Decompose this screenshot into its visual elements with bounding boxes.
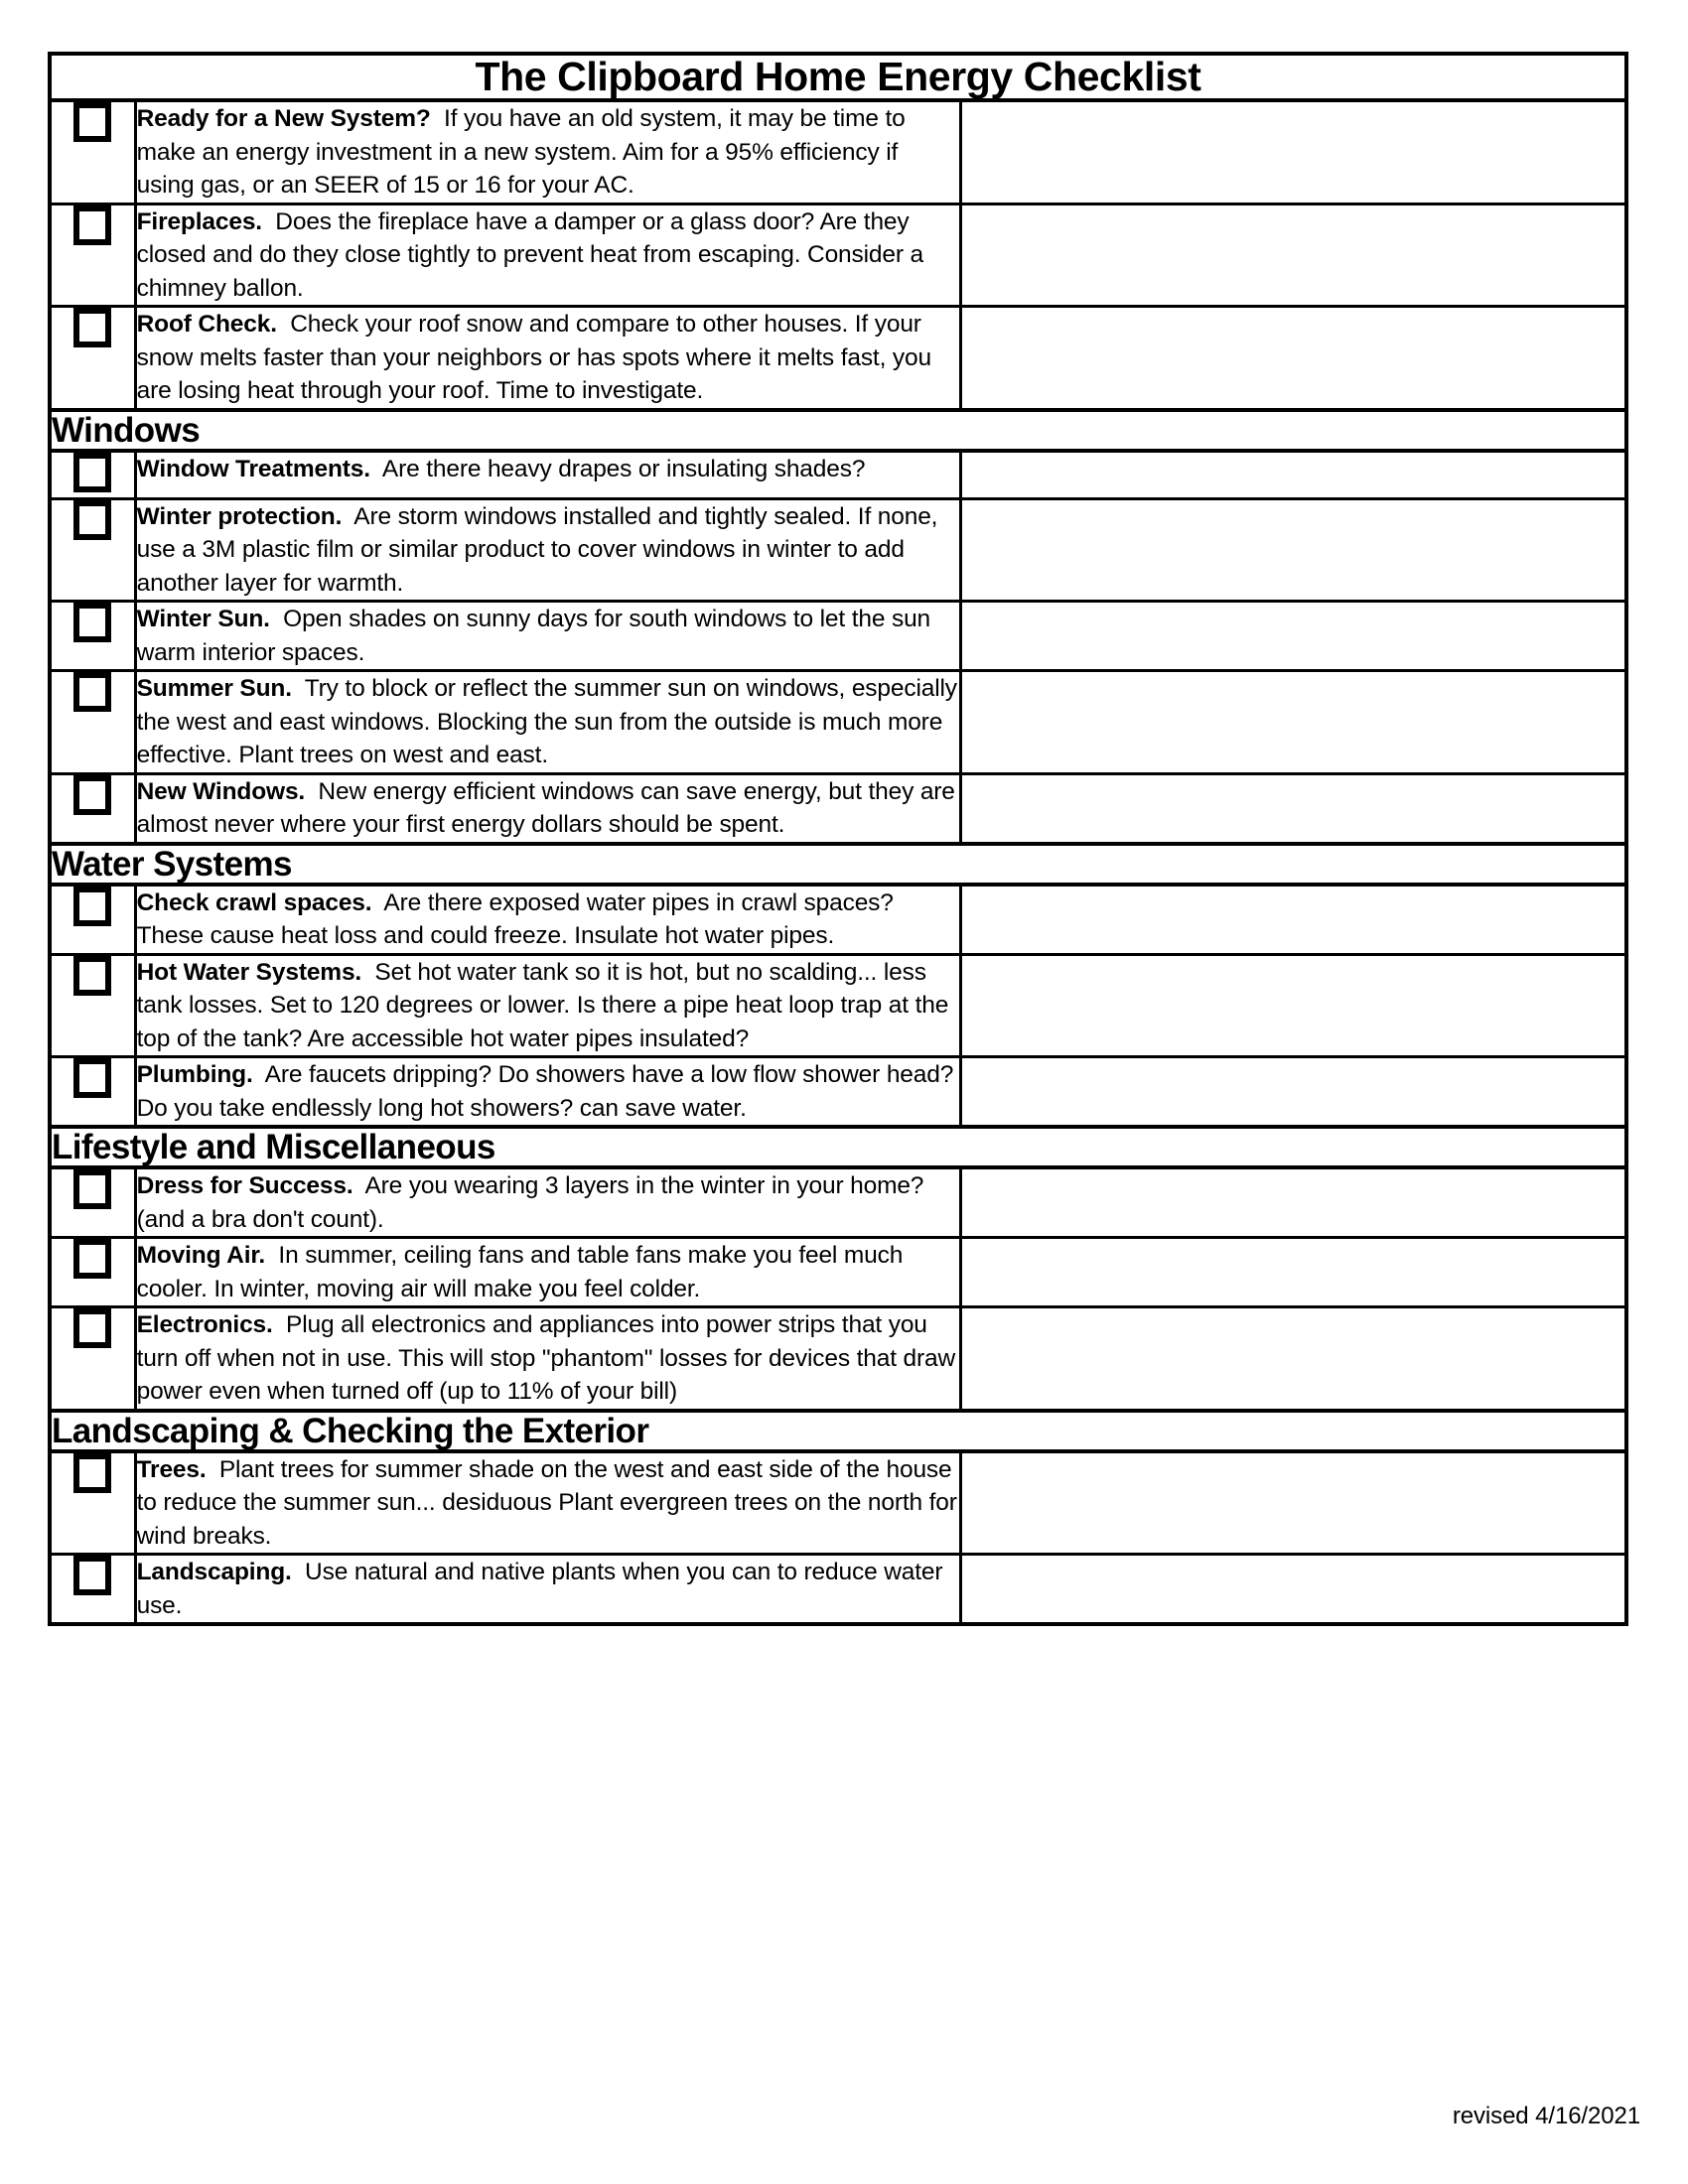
checkbox-icon[interactable]: [73, 205, 111, 245]
item-text: [137, 453, 959, 486]
checklist-item-row: [50, 451, 1626, 499]
item-body: Check your roof snow and compare to other houses. If your snow melts faster than your neighbors or has spots where it melts fast, you are losing heat through your roof. Time to investigate.: [136, 311, 931, 405]
checkbox-icon[interactable]: [73, 102, 111, 142]
checkbox-icon[interactable]: [73, 453, 111, 492]
item-text: [137, 603, 959, 669]
checkbox-cell[interactable]: [50, 1057, 135, 1128]
checkbox-cell[interactable]: [50, 671, 135, 774]
checkbox-icon[interactable]: [73, 887, 111, 926]
checkbox-icon[interactable]: [73, 775, 111, 815]
item-text: [137, 672, 959, 772]
notes-value: [962, 775, 1624, 809]
notes-cell[interactable]: [960, 1555, 1626, 1625]
item-text: [137, 500, 959, 601]
notes-cell[interactable]: [960, 1057, 1626, 1128]
item-lead: Winter protection.: [136, 502, 343, 530]
item-text: [137, 205, 959, 306]
notes-cell[interactable]: [960, 1451, 1626, 1555]
item-text-cell: [135, 100, 960, 204]
notes-cell[interactable]: [960, 885, 1626, 955]
section-title: Windows: [52, 410, 201, 450]
item-text: [137, 775, 959, 842]
checklist-item-row: [50, 100, 1626, 204]
item-lead: Roof Check.: [136, 311, 277, 339]
item-text-cell: [135, 1238, 960, 1307]
notes-cell[interactable]: [960, 1238, 1626, 1307]
revision-footer: revised 4/16/2021: [1452, 2103, 1640, 2129]
item-text-cell: [135, 602, 960, 671]
section-header-row: [50, 844, 1626, 885]
checkbox-cell[interactable]: [50, 602, 135, 671]
checklist-body: [50, 54, 1626, 1624]
notes-value: [962, 1308, 1624, 1342]
notes-value: [962, 308, 1624, 341]
notes-cell[interactable]: [960, 100, 1626, 204]
item-text-cell: [135, 1057, 960, 1128]
item-body: Are there exposed water pipes in crawl spaces? These cause heat loss and could freeze. Insulate hot water pipes.: [136, 888, 894, 950]
checklist-item-row: [50, 1555, 1626, 1625]
item-lead: Trees.: [136, 1455, 207, 1483]
item-text: [137, 1308, 959, 1409]
item-text-cell: [135, 1307, 960, 1411]
section-title: Lifestyle and Miscellaneous: [52, 1128, 495, 1167]
item-body: Are storm windows installed and tightly sealed. If none, use a 3M plastic film or similar product to cover windows in winter to add another layer for warmth.: [136, 502, 938, 597]
item-text-cell: [135, 1451, 960, 1555]
checkbox-icon[interactable]: [73, 1556, 111, 1595]
section-title: Water Systems: [52, 844, 292, 884]
notes-value: [962, 1058, 1624, 1092]
notes-cell[interactable]: [960, 1167, 1626, 1238]
item-lead: Hot Water Systems.: [136, 958, 362, 986]
notes-value: [962, 205, 1624, 239]
notes-value: [962, 887, 1624, 920]
item-text-cell: [135, 1167, 960, 1238]
item-lead: Window Treatments.: [136, 455, 370, 482]
item-text-cell: [135, 498, 960, 602]
item-body: Are you wearing 3 layers in the winter in your home? (and a bra don't count).: [136, 1172, 924, 1233]
notes-cell[interactable]: [960, 204, 1626, 307]
checklist-item-row: [50, 204, 1626, 307]
checkbox-cell[interactable]: [50, 100, 135, 204]
notes-cell[interactable]: [960, 1307, 1626, 1411]
item-lead: Dress for Success.: [136, 1172, 353, 1200]
page-title: The Clipboard Home Energy Checklist: [475, 54, 1201, 99]
section-title: Landscaping & Checking the Exterior: [52, 1411, 649, 1450]
checkbox-icon[interactable]: [73, 672, 111, 712]
section-header-row: [50, 410, 1626, 451]
item-text: [137, 887, 959, 953]
item-lead: Ready for a New System?: [136, 105, 431, 133]
section-header-cell: [50, 410, 1626, 451]
title-row: [50, 54, 1626, 100]
section-header-row: [50, 1127, 1626, 1167]
notes-value: [962, 1169, 1624, 1203]
checkbox-icon[interactable]: [73, 1239, 111, 1279]
checkbox-cell[interactable]: [50, 451, 135, 499]
item-text-cell: [135, 671, 960, 774]
notes-value: [962, 453, 1624, 486]
item-lead: Moving Air.: [136, 1242, 266, 1270]
checkbox-cell[interactable]: [50, 954, 135, 1057]
section-header-cell: [50, 1127, 1626, 1167]
item-text-cell: [135, 307, 960, 410]
item-text: [137, 308, 959, 408]
checklist-item-row: [50, 1307, 1626, 1411]
checkbox-icon[interactable]: [73, 603, 111, 642]
checkbox-cell[interactable]: [50, 498, 135, 602]
item-body: Are faucets dripping? Do showers have a low flow shower head? Do you take endlessly long hot showers? can save water.: [136, 1061, 954, 1122]
item-text-cell: [135, 204, 960, 307]
item-body: Open shades on sunny days for south windows to let the sun warm interior spaces.: [136, 606, 931, 666]
checklist-item-row: [50, 1167, 1626, 1238]
notes-value: [962, 1239, 1624, 1273]
checkbox-icon[interactable]: [73, 1058, 111, 1098]
checklist-item-row: [50, 1238, 1626, 1307]
checkbox-cell[interactable]: [50, 1167, 135, 1238]
notes-value: [962, 956, 1624, 990]
item-body: Plant trees for summer shade on the west and east side of the house to reduce the summer sun... desiduous Plant evergreen trees on the north for wind breaks.: [136, 1455, 957, 1550]
notes-value: [962, 102, 1624, 136]
notes-value: [962, 1453, 1624, 1487]
item-lead: Winter Sun.: [136, 606, 270, 633]
checkbox-icon[interactable]: [73, 1169, 111, 1209]
checklist-item-row: [50, 671, 1626, 774]
notes-cell[interactable]: [960, 671, 1626, 774]
item-body: In summer, ceiling fans and table fans make you feel much cooler. In winter, moving air will make you feel colder.: [136, 1242, 904, 1302]
item-text: [137, 1453, 959, 1554]
item-text: [137, 1058, 959, 1125]
checkbox-cell[interactable]: [50, 885, 135, 955]
item-lead: Landscaping.: [136, 1559, 292, 1586]
checklist-item-row: [50, 773, 1626, 844]
checklist-table: [48, 52, 1628, 1626]
item-lead: Electronics.: [136, 1311, 273, 1339]
item-body: Does the fireplace have a damper or a glass door? Are they closed and do they close tightly to prevent heat from escaping. Consider a chimney ballon.: [136, 207, 924, 302]
checkbox-icon[interactable]: [73, 1308, 111, 1348]
notes-cell[interactable]: [960, 954, 1626, 1057]
item-body: If you have an old system, it may be time to make an energy investment in a new system. Aim for a 95% efficiency if using gas, or an SEER of 15 or 16 for your AC.: [136, 105, 906, 200]
notes-value: [962, 672, 1624, 706]
checkbox-cell[interactable]: [50, 1307, 135, 1411]
checklist-item-row: [50, 498, 1626, 602]
checkbox-icon[interactable]: [73, 956, 111, 996]
notes-cell[interactable]: [960, 602, 1626, 671]
section-header-row: [50, 1411, 1626, 1451]
checkbox-cell[interactable]: [50, 307, 135, 410]
checkbox-cell[interactable]: [50, 1555, 135, 1625]
checkbox-cell[interactable]: [50, 773, 135, 844]
notes-cell[interactable]: [960, 498, 1626, 602]
item-text: [137, 102, 959, 203]
item-body: Are there heavy drapes or insulating shades?: [381, 455, 866, 482]
item-text: [137, 956, 959, 1056]
notes-cell[interactable]: [960, 451, 1626, 499]
item-lead: Plumbing.: [136, 1061, 253, 1089]
item-lead: Summer Sun.: [136, 675, 292, 703]
checklist-item-row: [50, 885, 1626, 955]
item-lead: Check crawl spaces.: [136, 888, 372, 916]
checklist-item-row: [50, 307, 1626, 410]
checklist-item-row: [50, 602, 1626, 671]
title-cell: [50, 54, 1626, 100]
item-text: [137, 1239, 959, 1305]
notes-cell[interactable]: [960, 773, 1626, 844]
item-body: New energy efficient windows can save energy, but they are almost never where your first energy dollars should be spent.: [136, 777, 955, 839]
item-text-cell: [135, 885, 960, 955]
section-header-cell: [50, 1411, 1626, 1451]
notes-value: [962, 603, 1624, 636]
checkbox-icon[interactable]: [73, 500, 111, 540]
checklist-item-row: [50, 954, 1626, 1057]
checkbox-icon[interactable]: [73, 308, 111, 347]
item-text: [137, 1556, 959, 1622]
notes-value: [962, 500, 1624, 534]
checkbox-cell[interactable]: [50, 204, 135, 307]
checkbox-cell[interactable]: [50, 1451, 135, 1555]
item-text-cell: [135, 954, 960, 1057]
item-body: Set hot water tank so it is hot, but no scalding... less tank losses. Set to 120 degrees or lower. Is there a pipe heat loop trap at the top of the tank? Are accessible hot water pipes insulated?: [136, 958, 949, 1052]
checklist-item-row: [50, 1451, 1626, 1555]
item-body: Use natural and native plants when you can to reduce water use.: [136, 1559, 943, 1619]
notes-cell[interactable]: [960, 307, 1626, 410]
notes-value: [962, 1556, 1624, 1589]
checkbox-icon[interactable]: [73, 1453, 111, 1493]
section-header-cell: [50, 844, 1626, 885]
item-lead: New Windows.: [136, 777, 306, 805]
checkbox-cell[interactable]: [50, 1238, 135, 1307]
item-text-cell: [135, 451, 960, 499]
item-lead: Fireplaces.: [136, 207, 262, 235]
item-body: Plug all electronics and appliances into power strips that you turn off when not in use. This will stop "phantom" losses for devices that draw power even when turned off (up to 11% of your bill): [136, 1311, 956, 1406]
item-text: [137, 1169, 959, 1236]
item-text-cell: [135, 1555, 960, 1625]
checklist-item-row: [50, 1057, 1626, 1128]
item-text-cell: [135, 773, 960, 844]
item-body: Try to block or reflect the summer sun on windows, especially the west and east windows. Blocking the sun from the outside is much more effective. Plant trees on west and east.: [136, 675, 957, 769]
